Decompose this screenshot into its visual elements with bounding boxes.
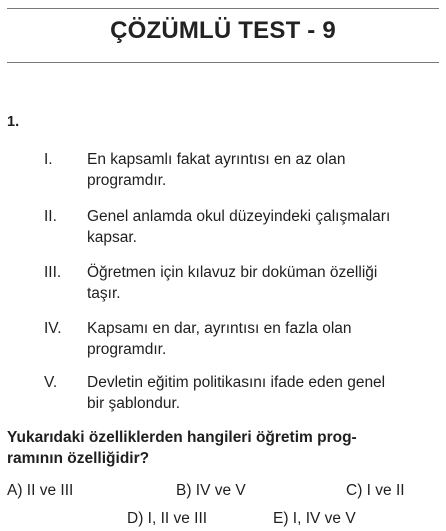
page-title: ÇÖZÜMLÜ TEST - 9 — [110, 17, 336, 44]
top-divider — [7, 8, 439, 9]
statement-text — [87, 206, 427, 248]
answer-option-b[interactable]: B) IV ve V — [176, 482, 246, 499]
statement-text — [87, 372, 427, 414]
answer-option-e[interactable]: E) I, IV ve V — [273, 510, 356, 527]
question-stem — [7, 427, 439, 469]
statement-line: Devletin eğitim politikasını ifade eden genel — [87, 374, 386, 391]
statement-line: programdır. — [87, 341, 167, 358]
statement-line: Genel anlamda okul düzeyindeki çalışmaları — [87, 208, 391, 225]
statement-line: kapsar. — [87, 229, 137, 246]
statement-line: Öğretmen için kılavuz bir doküman özelliği — [87, 264, 378, 281]
statement-roman: V. — [44, 374, 58, 391]
answer-option-d[interactable]: D) I, II ve III — [127, 510, 208, 527]
statement-line: bir şablondur. — [87, 395, 181, 412]
title-divider — [7, 62, 439, 63]
answer-option-a[interactable]: A) II ve III — [7, 482, 74, 499]
answer-option-c[interactable]: C) I ve II — [346, 482, 405, 499]
statement-text — [87, 149, 427, 191]
statement-roman: I. — [44, 151, 53, 168]
question-stem-line: Yukarıdaki özelliklerden hangileri öğretim prog- — [7, 429, 357, 446]
statement-line: Kapsamı en dar, ayrıntısı en fazla olan — [87, 320, 352, 337]
question-number: 1. — [7, 114, 20, 130]
statement-text — [87, 318, 427, 360]
statement-roman: II. — [44, 208, 57, 225]
statement-line: En kapsamlı fakat ayrıntısı en az olan — [87, 151, 346, 168]
statement-roman: IV. — [44, 320, 62, 337]
statement-line: taşır. — [87, 285, 121, 302]
statement-roman: III. — [44, 264, 62, 281]
question-stem-line: ramının özelliğidir? — [7, 450, 150, 467]
statement-text — [87, 262, 427, 304]
statement-line: programdır. — [87, 172, 167, 189]
